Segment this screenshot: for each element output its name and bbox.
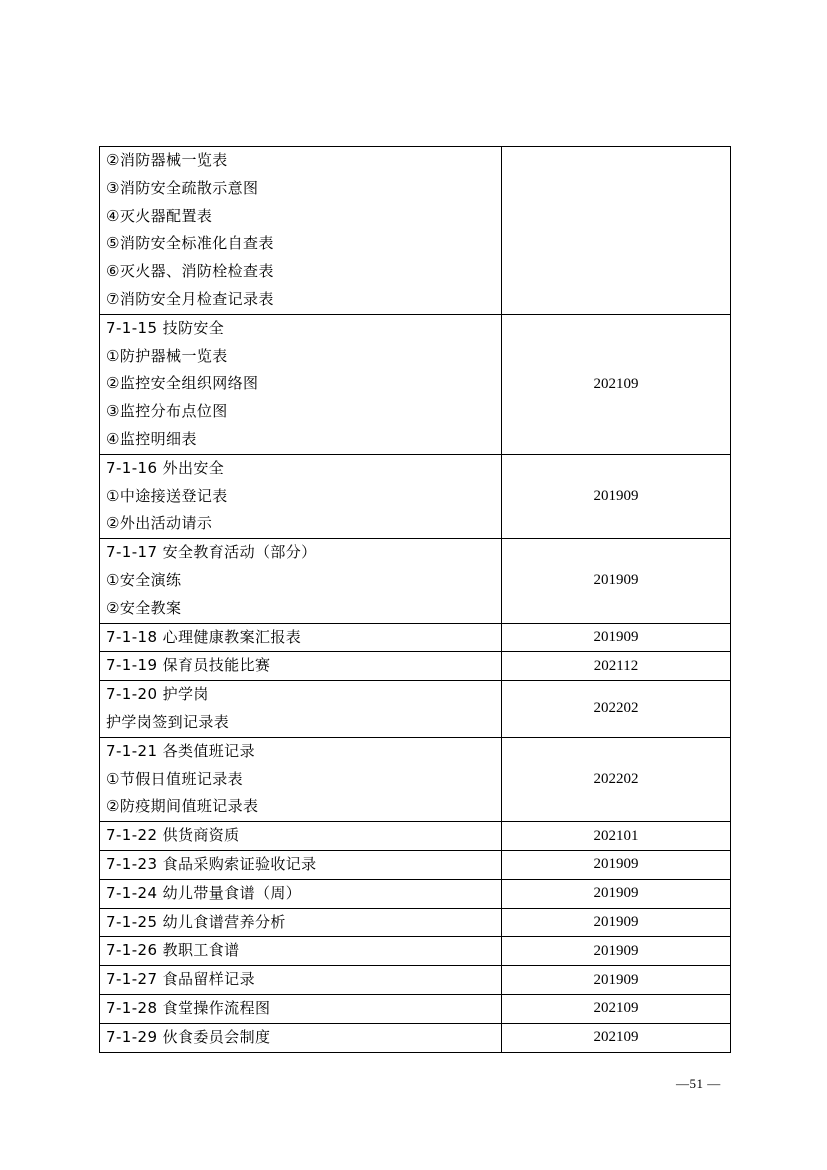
item-line: 7-1-15 技防安全 xyxy=(106,318,225,337)
date-cell: 201909 xyxy=(502,539,731,623)
date-cell: 202109 xyxy=(502,994,731,1023)
date-cell xyxy=(502,147,731,315)
archive-table xyxy=(99,146,731,1053)
item-line: ②外出活动请示 xyxy=(106,514,213,533)
item-cell xyxy=(100,681,502,738)
item-line: ⑦消防安全月检查记录表 xyxy=(106,289,274,308)
item-line: 7-1-25 幼儿食谱营养分析 xyxy=(106,912,286,931)
item-line: 7-1-22 供货商资质 xyxy=(106,826,240,845)
item-line: ②监控安全组织网络图 xyxy=(106,374,259,393)
item-cell xyxy=(100,937,502,966)
item-line: ④监控明细表 xyxy=(106,429,197,448)
table-row xyxy=(100,908,731,937)
item-line: 7-1-27 食品留样记录 xyxy=(106,970,255,989)
item-line: 7-1-20 护学岗 xyxy=(106,685,209,704)
table-row xyxy=(100,539,731,623)
item-cell xyxy=(100,966,502,995)
table-row xyxy=(100,652,731,681)
item-cell xyxy=(100,908,502,937)
item-line: 7-1-29 伙食委员会制度 xyxy=(106,1027,271,1046)
item-line: ④灭火器配置表 xyxy=(106,206,213,225)
item-line: ⑤消防安全标准化自查表 xyxy=(106,234,274,253)
item-line: ①中途接送登记表 xyxy=(106,486,228,505)
item-cell xyxy=(100,850,502,879)
table-row xyxy=(100,454,731,538)
item-line: 护学岗签到记录表 xyxy=(106,712,230,731)
table-row xyxy=(100,314,731,454)
item-cell xyxy=(100,1023,502,1052)
item-cell xyxy=(100,737,502,821)
item-cell xyxy=(100,994,502,1023)
item-line: 7-1-23 食品采购索证验收记录 xyxy=(106,854,317,873)
item-line: ①安全演练 xyxy=(106,570,182,589)
item-line: 7-1-24 幼儿带量食谱（周） xyxy=(106,883,302,902)
table-row xyxy=(100,822,731,851)
page-number: —51 — xyxy=(676,1076,721,1091)
date-cell: 201909 xyxy=(502,966,731,995)
date-cell: 201909 xyxy=(502,937,731,966)
date-cell: 201909 xyxy=(502,908,731,937)
date-cell: 201909 xyxy=(502,850,731,879)
item-line: 7-1-21 各类值班记录 xyxy=(106,741,255,760)
table-row xyxy=(100,147,731,315)
table-row xyxy=(100,994,731,1023)
item-cell xyxy=(100,539,502,623)
table-row xyxy=(100,850,731,879)
date-cell: 202202 xyxy=(502,681,731,738)
item-line: ③监控分布点位图 xyxy=(106,402,228,421)
table-row xyxy=(100,623,731,652)
item-line: ③消防安全疏散示意图 xyxy=(106,178,259,197)
item-cell xyxy=(100,822,502,851)
date-cell: 202109 xyxy=(502,314,731,454)
item-line: 7-1-19 保育员技能比赛 xyxy=(106,656,271,675)
table-row xyxy=(100,966,731,995)
item-cell xyxy=(100,314,502,454)
item-line: 7-1-28 食堂操作流程图 xyxy=(106,998,271,1017)
item-line: ②消防器械一览表 xyxy=(106,151,228,169)
item-cell xyxy=(100,652,502,681)
table-row xyxy=(100,879,731,908)
item-cell xyxy=(100,147,502,315)
date-cell: 202109 xyxy=(502,1023,731,1052)
item-cell xyxy=(100,623,502,652)
table-row xyxy=(100,1023,731,1052)
date-cell: 202112 xyxy=(502,652,731,681)
table-row xyxy=(100,681,731,738)
item-line: ①防护器械一览表 xyxy=(106,346,228,365)
item-line: ②防疫期间值班记录表 xyxy=(106,797,259,816)
date-cell: 201909 xyxy=(502,879,731,908)
item-line: 7-1-26 教职工食谱 xyxy=(106,941,240,960)
item-line: 7-1-18 心理健康教案汇报表 xyxy=(106,627,302,646)
item-cell xyxy=(100,879,502,908)
item-cell xyxy=(100,454,502,538)
date-cell: 201909 xyxy=(502,623,731,652)
table-row xyxy=(100,737,731,821)
item-line: 7-1-17 安全教育活动（部分） xyxy=(106,543,317,562)
archive-table-body xyxy=(100,147,731,1053)
date-cell: 202202 xyxy=(502,737,731,821)
item-line: 7-1-16 外出安全 xyxy=(106,458,225,477)
item-line: ⑥灭火器、消防栓检查表 xyxy=(106,262,274,281)
date-cell: 202101 xyxy=(502,822,731,851)
date-cell: 201909 xyxy=(502,454,731,538)
item-line: ②安全教案 xyxy=(106,598,182,617)
table-row xyxy=(100,937,731,966)
item-line: ①节假日值班记录表 xyxy=(106,769,244,788)
